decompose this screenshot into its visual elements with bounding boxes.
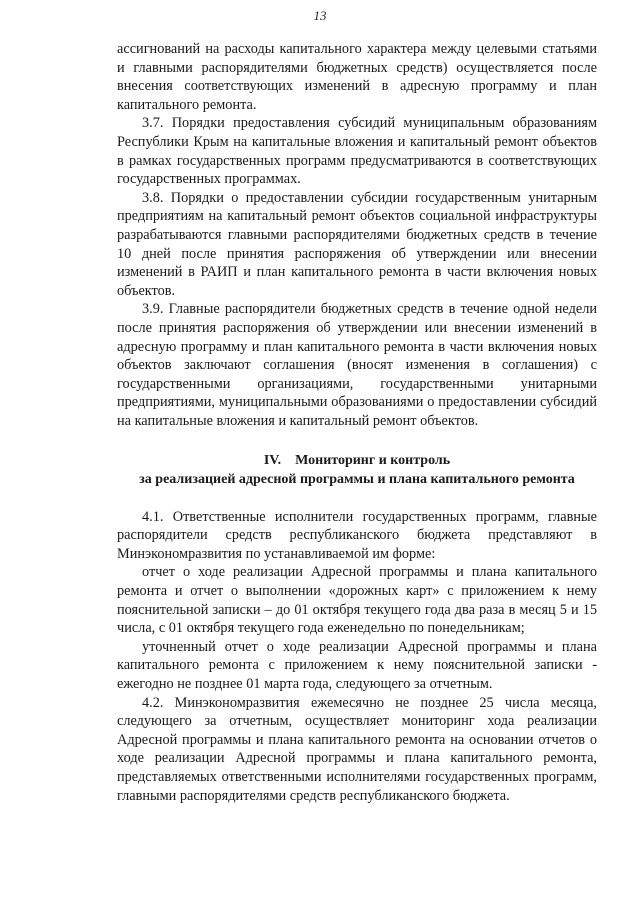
paragraph-3-7: 3.7. Порядки предоставления субсидий муниципальным образованиям Республики Крым на капитальные вложения и капитальный ремонт объектов в рамках государственных программ предусматриваются в соответствующих государственных программах. — [117, 115, 597, 188]
page-number: 13 — [313, 8, 327, 23]
section-subtitle: за реализацией адресной программы и плана капитального ремонта — [139, 472, 575, 488]
section-heading — [117, 452, 597, 489]
paragraph-4-2: 4.2. Минэкономразвития ежемесячно не позднее 25 числа месяца, следующего за отчетным, осуществляет мониторинг хода реализации Адресной программы и плана капитального ремонта на основании отчетов о ходе реализации Адресной программы и плана капитального ремонта, представляемых ответственными исполнителями государственных программ, главными распорядителями средств республиканского бюджета. — [117, 694, 597, 804]
paragraph-report-refined: уточненный отчет о ходе реализации Адресной программы и плана капитального ремонта с приложением к нему пояснительной записки - ежегодно не позднее 01 марта года, следующего за отчетным. — [117, 638, 597, 692]
paragraph-3-9: 3.9. Главные распорядители бюджетных средств в течение одной недели после принятия распоряжения об утверждении или внесении изменений в адресную программу и план капитального ремонта в части включения новых объектов заключают соглашения (вносят изменения в соглашения) с государственными организациями, государственными унитарными предприятиями, муниципальными образованиями о предоставлении субсидий на капитальные вложения и капитальный ремонт объектов. — [117, 301, 597, 429]
paragraph-4-1: 4.1. Ответственные исполнители государственных программ, главные распорядители средств республиканского бюджета представляют в Минэкономразвития по устанавливаемой им форме: — [117, 508, 597, 562]
paragraph-continuation: ассигнований на расходы капитального характера между целевыми статьями и главными распорядителями бюджетных средств) осуществляется после внесения соответствующих изменений в адресную программу и план капитального ремонта. — [117, 41, 597, 113]
document-body — [117, 40, 597, 805]
paragraph-3-8: 3.8. Порядки о предоставлении субсидии государственным унитарным предприятиям на капитальный ремонт объектов социальной инфраструктуры разрабатываются главными распорядителями бюджетных средств в течение 10 дней после принятия распоряжения об утверждении или внесении изменений в РАИП и план капитального ремонта в части включения новых объектов. — [117, 189, 597, 299]
section-title: Мониторинг и контроль — [295, 453, 451, 469]
paragraph-report-progress: отчет о ходе реализации Адресной программы и плана капитального ремонта и отчет о выполнении «дорожных карт» с приложением к нему пояснительной записки – до 01 октября текущего года два раза в месяц 5 и 15 числа, с 01 октября текущего года еженедельно по понедельникам; — [117, 564, 597, 637]
section-number: IV. — [263, 453, 282, 469]
